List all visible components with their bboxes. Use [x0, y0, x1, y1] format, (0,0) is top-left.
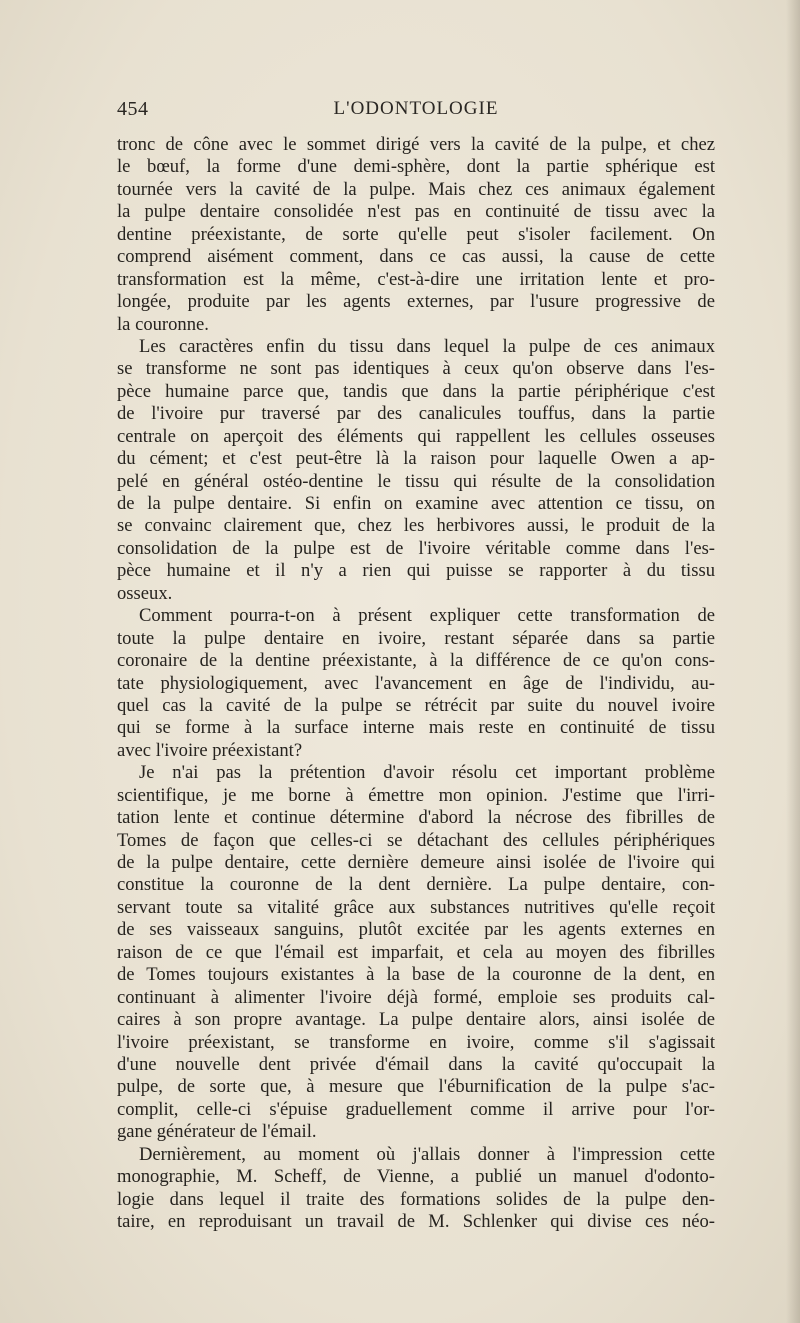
text-line: osseux.: [117, 582, 173, 604]
page-number: 454: [117, 98, 149, 120]
text-line: pulpe, de sorte que, à mesure que l'éburnification de la pulpe s'ac-: [117, 1076, 715, 1098]
text-line: avec l'ivoire préexistant?: [117, 739, 303, 761]
text-line: pèce humaine parce que, tandis que dans la partie périphérique c'est: [117, 380, 715, 402]
text-line: Les caractères enfin du tissu dans lequel la pulpe de ces animaux: [139, 335, 715, 357]
text-line: de la pulpe dentaire. Si enfin on examine avec attention ce tissu, on: [117, 493, 715, 514]
text-line: d'une nouvelle dent privée d'émail dans la cavité qu'occupait la: [117, 1053, 715, 1075]
page-header: [117, 98, 715, 126]
text-line: centrale on aperçoit des éléments qui rappellent les cellules osseuses: [117, 425, 715, 447]
text-line: le bœuf, la forme d'une demi-sphère, dont la partie sphérique est: [117, 156, 715, 178]
text-line: monographie, M. Scheff, de Vienne, a publié un manuel d'odonto-: [117, 1166, 715, 1188]
text-line: de Tomes toujours existantes à la base de la couronne de la dent, en: [117, 964, 715, 986]
text-line: de l'ivoire pur traversé par des canalicules touffus, dans la partie: [117, 403, 715, 425]
text-line: raison de ce que l'émail est imparfait, et cela au moyen des fibrilles: [117, 941, 715, 963]
page-edge-shadow: [786, 0, 800, 1323]
body-text: [117, 134, 715, 1233]
text-line: la pulpe dentaire consolidée n'est pas en continuité de tissu avec la: [117, 201, 715, 223]
text-line: caires à son propre avantage. La pulpe dentaire alors, ainsi isolée de: [117, 1009, 715, 1031]
text-line: toute la pulpe dentaire en ivoire, restant séparée dans sa partie: [117, 627, 715, 649]
text-line: transformation est la même, c'est-à-dire une irritation lente et pro-: [117, 268, 715, 290]
text-line: consolidation de la pulpe est de l'ivoire véritable comme dans l'es-: [117, 537, 715, 559]
text-line: tation lente et continue détermine d'abord la nécrose des fibrilles de: [117, 807, 715, 829]
text-line: quel cas la cavité de la pulpe se rétrécit par suite du nouvel ivoire: [117, 694, 715, 716]
paragraph: [117, 1144, 715, 1234]
text-line: tournée vers la cavité de la pulpe. Mais chez ces animaux également: [117, 178, 715, 200]
text-line: comprend aisément comment, dans ce cas aussi, la cause de cette: [117, 246, 715, 268]
text-line: du cément; et c'est peut-être là la raison pour laquelle Owen a ap-: [117, 448, 715, 470]
text-line: se convainc clairement que, chez les herbivores aussi, le produit de la: [117, 515, 715, 537]
text-line: gane générateur de l'émail.: [117, 1121, 317, 1143]
text-line: qui se forme à la surface interne mais reste en continuité de tissu: [117, 717, 715, 739]
text-line: de la pulpe dentaire, cette dernière demeure ainsi isolée de l'ivoire qui: [117, 852, 715, 873]
text-line: tronc de cône avec le sommet dirigé vers la cavité de la pulpe, et chez: [117, 134, 715, 155]
text-line: la couronne.: [117, 313, 209, 335]
text-line: dentine préexistante, de sorte qu'elle peut s'isoler facilement. On: [117, 223, 715, 245]
running-title: L'ODONTOLOGIE: [333, 98, 499, 119]
text-line: constitue la couronne de la dent dernière. La pulpe dentaire, con-: [117, 874, 715, 896]
text-line: tate physiologiquement, avec l'avancement en âge de l'individu, au-: [117, 672, 715, 694]
text-line: Je n'ai pas la prétention d'avoir résolu cet important problème: [139, 762, 715, 784]
text-line: continuant à alimenter l'ivoire déjà formé, emploie ses produits cal-: [117, 986, 715, 1008]
text-line: logie dans lequel il traite des formations solides de la pulpe den-: [117, 1188, 715, 1210]
text-line: pèce humaine et il n'y a rien qui puisse se rapporter à du tissu: [117, 560, 715, 582]
text-line: complit, celle-ci s'épuise graduellement comme il arrive pour l'or-: [117, 1098, 715, 1120]
text-line: taire, en reproduisant un travail de M. Schlenker qui divise ces néo-: [117, 1211, 715, 1232]
text-line: se transforme ne sont pas identiques à ceux qu'on observe dans l'es-: [117, 358, 715, 380]
paragraph: [117, 605, 715, 762]
text-line: l'ivoire préexistant, se transforme en ivoire, comme s'il s'agissait: [117, 1031, 715, 1053]
paragraph: [117, 336, 715, 605]
paragraph: [117, 134, 715, 336]
text-line: longée, produite par les agents externes, par l'usure progressive de: [117, 291, 715, 313]
text-line: Dernièrement, au moment où j'allais donner à l'impression cette: [139, 1143, 715, 1165]
text-line: scientifique, je me borne à émettre mon opinion. J'estime que l'irri-: [117, 784, 715, 806]
paragraph: [117, 762, 715, 1143]
text-line: servant toute sa vitalité grâce aux substances nutritives qu'elle reçoit: [117, 896, 715, 918]
text-line: coronaire de la dentine préexistante, à la différence de ce qu'on cons-: [117, 650, 715, 672]
text-line: Tomes de façon que celles-ci se détachant des cellules périphériques: [117, 829, 715, 851]
text-line: pelé en général ostéo-dentine le tissu qui résulte de la consolidation: [117, 470, 715, 492]
text-line: Comment pourra-t-on à présent expliquer cette transformation de: [139, 605, 715, 627]
text-line: de ses vaisseaux sanguins, plutôt excitée par les agents externes en: [117, 919, 715, 941]
